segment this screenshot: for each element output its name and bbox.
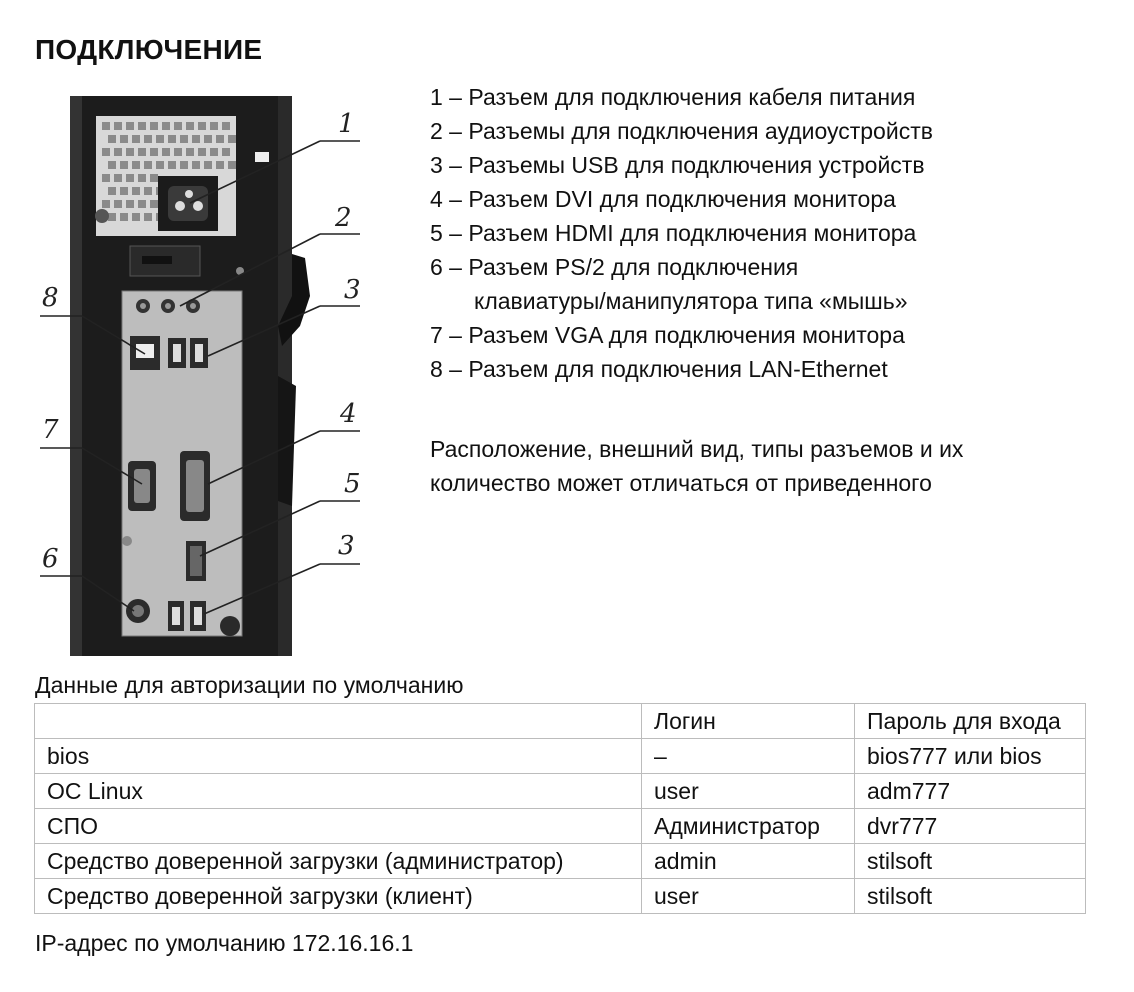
auth-table	[34, 703, 1086, 914]
grille-hole	[144, 187, 152, 195]
table-row	[35, 739, 1086, 774]
grille-hole	[186, 122, 194, 130]
legend-item: 6 – Разъем PS/2 для подключения	[430, 254, 799, 280]
grille-hole	[198, 148, 206, 156]
auth-caption: Данные для авторизации по умолчанию	[35, 672, 464, 698]
header-cell: Пароль для входа	[855, 704, 1086, 739]
grille-hole	[114, 200, 122, 208]
grille-hole	[102, 148, 110, 156]
password-cell: bios777 или bios	[855, 739, 1086, 774]
legend-item: 3 – Разъемы USB для подключения устройств	[430, 152, 925, 178]
grille-hole	[126, 174, 134, 182]
grille-hole	[150, 122, 158, 130]
password-cell: dvr777	[855, 809, 1086, 844]
grille-hole	[126, 148, 134, 156]
callout-3-top: 3	[344, 275, 361, 305]
grille-hole	[204, 135, 212, 143]
system-cell: ОС Linux	[35, 774, 642, 809]
system-cell: Средство доверенной загрузки (администратор)	[35, 844, 642, 879]
grille-hole	[222, 148, 230, 156]
password-cell: stilsoft	[855, 844, 1086, 879]
callout-2: 2	[335, 203, 352, 233]
grille-hole	[186, 148, 194, 156]
grille-hole	[168, 161, 176, 169]
grille-hole	[102, 174, 110, 182]
callout-8: 8	[42, 283, 59, 313]
grille-hole	[114, 174, 122, 182]
grille-hole	[150, 148, 158, 156]
grille-hole	[216, 161, 224, 169]
header-cell: Логин	[642, 704, 855, 739]
legend-item: 8 – Разъем для подключения LAN-Ethernet	[430, 356, 888, 382]
grille-hole	[222, 122, 230, 130]
login-cell: admin	[642, 844, 855, 879]
grille-hole	[162, 122, 170, 130]
grille-hole	[138, 148, 146, 156]
grille-hole	[120, 161, 128, 169]
grille-hole	[156, 135, 164, 143]
grille-hole	[204, 161, 212, 169]
grille-hole	[174, 148, 182, 156]
grille-hole	[108, 161, 116, 169]
grille-hole	[150, 174, 158, 182]
legend-item-continuation: клавиатуры/манипулятора типа «мышь»	[474, 288, 908, 314]
table-row	[35, 879, 1086, 914]
grille-hole	[144, 213, 152, 221]
callout-1: 1	[338, 109, 355, 139]
login-cell: user	[642, 774, 855, 809]
note-line: Расположение, внешний вид, типы разъемов и их	[430, 436, 964, 462]
grille-hole	[126, 200, 134, 208]
legend-item: 5 – Разъем HDMI для подключения монитора	[430, 220, 917, 246]
table-row	[35, 774, 1086, 809]
grille-hole	[120, 135, 128, 143]
grille-hole	[132, 187, 140, 195]
callout-4: 4	[340, 399, 357, 429]
connector-legend	[430, 80, 933, 386]
grille-hole	[216, 135, 224, 143]
grille-hole	[114, 122, 122, 130]
grille-hole	[192, 161, 200, 169]
grille-hole	[102, 122, 110, 130]
grille-hole	[210, 122, 218, 130]
legend-item: 4 – Разъем DVI для подключения монитора	[430, 186, 896, 212]
grille-hole	[108, 187, 116, 195]
grille-hole	[180, 135, 188, 143]
password-cell: stilsoft	[855, 879, 1086, 914]
grille-hole	[228, 135, 236, 143]
login-cell: –	[642, 739, 855, 774]
callout-5: 5	[344, 469, 361, 499]
grille-hole	[138, 122, 146, 130]
login-cell: user	[642, 879, 855, 914]
grille-hole	[150, 200, 158, 208]
grille-hole	[138, 200, 146, 208]
grille-hole	[138, 174, 146, 182]
grille-hole	[192, 135, 200, 143]
disclaimer-note	[430, 432, 963, 500]
grille-hole	[108, 135, 116, 143]
grille-hole	[156, 161, 164, 169]
grille-hole	[228, 161, 236, 169]
grille-hole	[180, 161, 188, 169]
legend-item: 1 – Разъем для подключения кабеля питания	[430, 84, 916, 110]
grille-hole	[144, 135, 152, 143]
grille-hole	[102, 200, 110, 208]
grille-hole	[132, 135, 140, 143]
page-title: ПОДКЛЮЧЕНИЕ	[35, 34, 263, 65]
grille-hole	[144, 161, 152, 169]
legend-item: 7 – Разъем VGA для подключения монитора	[430, 322, 905, 348]
callout-7: 7	[42, 415, 59, 445]
io-shield	[122, 291, 242, 636]
table-row	[35, 844, 1086, 879]
grille-hole	[162, 148, 170, 156]
grille-hole	[120, 213, 128, 221]
grille-hole	[114, 148, 122, 156]
pc-rear-panel-figure	[30, 86, 370, 661]
password-cell: adm777	[855, 774, 1086, 809]
grille-hole	[126, 122, 134, 130]
note-line: количество может отличаться от приведенного	[430, 470, 932, 496]
table-row	[35, 809, 1086, 844]
grille-hole	[108, 213, 116, 221]
callout-6: 6	[42, 544, 59, 574]
grille-hole	[210, 148, 218, 156]
system-cell: СПО	[35, 809, 642, 844]
grille-hole	[132, 213, 140, 221]
grille-hole	[198, 122, 206, 130]
callout-3-bottom: 3	[338, 531, 355, 561]
system-cell: bios	[35, 739, 642, 774]
grille-hole	[174, 122, 182, 130]
system-cell: Средство доверенной загрузки (клиент)	[35, 879, 642, 914]
grille-hole	[168, 135, 176, 143]
header-cell	[35, 704, 642, 739]
grille-hole	[132, 161, 140, 169]
default-ip-text: IP-адрес по умолчанию 172.16.16.1	[35, 930, 414, 956]
table-header-row	[35, 704, 1086, 739]
grille-hole	[120, 187, 128, 195]
login-cell: Администратор	[642, 809, 855, 844]
legend-item: 2 – Разъемы для подключения аудиоустройств	[430, 118, 933, 144]
